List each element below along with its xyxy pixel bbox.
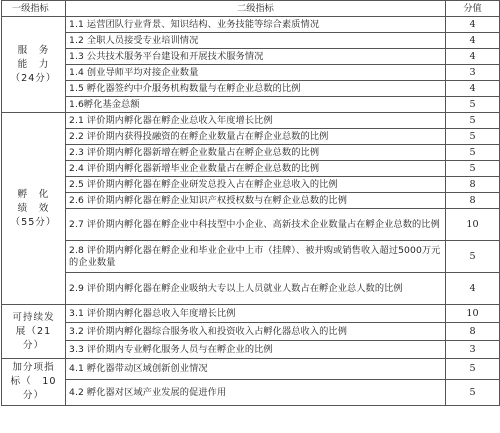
table-row [2, 177, 500, 193]
indicator-score: 4 [446, 49, 500, 65]
indicator-score: 4 [446, 81, 500, 97]
indicator-text: 1.5 孵化器签约中介服务机构数量与在孵企业总数的比例 [66, 81, 446, 97]
indicator-text: 3.1 评价期内孵化器总收入年度增长比例 [66, 305, 446, 323]
header-level1: 一级指标 [2, 1, 66, 17]
indicator-score: 4 [446, 273, 500, 305]
indicator-text: 2.3 评价期内孵化器新增在孵企业数量占在孵企业总数的比例 [66, 145, 446, 161]
table-row [2, 17, 500, 33]
header-row [2, 1, 500, 17]
indicator-text: 3.2 评价期内孵化器综合服务收入和投资收入占孵化器总收入的比例 [66, 323, 446, 341]
indicator-score: 5 [446, 129, 500, 145]
indicator-score: 5 [446, 241, 500, 273]
indicator-text: 2.7 评价期内孵化器在孵企业中科技型中小企业、高新技术企业数量占在孵企业总数的比例 [66, 209, 446, 241]
indicator-score: 5 [446, 113, 500, 129]
table-row [2, 81, 500, 97]
table-row [2, 273, 500, 305]
indicator-score: 8 [446, 323, 500, 341]
indicator-text: 3.3 评价期内专业孵化服务人员与在孵企业的比例 [66, 341, 446, 359]
indicator-score: 3 [446, 341, 500, 359]
indicator-score: 10 [446, 209, 500, 241]
category-cell-bonus: 加分项指 标（ 10 分） [2, 359, 66, 406]
table-row [2, 49, 500, 65]
indicator-text: 1.2 全职人员接受专业培训情况 [66, 33, 446, 49]
table-row [2, 305, 500, 323]
table-row [2, 113, 500, 129]
table-row [2, 145, 500, 161]
category-cell-service: 服 务 能 力 （24分） [2, 17, 66, 113]
table-row [2, 380, 500, 406]
indicator-text: 2.1 评价期内孵化器在孵企业总收入年度增长比例 [66, 113, 446, 129]
indicator-text: 2.9 评价期内孵化器在孵企业吸纳大专以上人员就业人数占在孵企业总人数的比例 [66, 273, 446, 305]
indicator-score: 5 [446, 97, 500, 113]
table-row [2, 33, 500, 49]
indicator-text: 2.8 评价期内孵化器在孵企业和毕业企业中上市（挂牌）、被并购或销售收入超过5000万元的企业数量 [66, 241, 446, 273]
indicator-text: 1.6孵化基金总额 [66, 97, 446, 113]
indicator-table [1, 0, 500, 406]
table-row [2, 323, 500, 341]
header-level2: 二级指标 [66, 1, 446, 17]
indicator-score: 5 [446, 380, 500, 406]
indicator-text: 1.4 创业导师平均对接企业数量 [66, 65, 446, 81]
indicator-score: 5 [446, 161, 500, 177]
indicator-text: 2.2 评价期内获得投融资的在孵企业数量占在孵企业总数的比例 [66, 129, 446, 145]
table-row [2, 161, 500, 177]
table-row [2, 241, 500, 273]
category-cell-incubation: 孵 化 绩 效 （55分） [2, 113, 66, 305]
indicator-text: 4.1 孵化器带动区域创新创业情况 [66, 359, 446, 380]
indicator-score: 8 [446, 193, 500, 209]
indicator-text: 2.4 评价期内孵化器新增毕业企业数量占在孵企业总数的比例 [66, 161, 446, 177]
indicator-score: 5 [446, 145, 500, 161]
table-row [2, 193, 500, 209]
indicator-text: 4.2 孵化器对区域产业发展的促进作用 [66, 380, 446, 406]
header-score: 分值 [446, 1, 500, 17]
table-row [2, 129, 500, 145]
indicator-score: 10 [446, 305, 500, 323]
indicator-score: 3 [446, 65, 500, 81]
indicator-text: 2.6 评价期内孵化器在孵企业知识产权授权数与在孵企业总数的比例 [66, 193, 446, 209]
indicator-score: 8 [446, 177, 500, 193]
table-row [2, 359, 500, 380]
category-cell-sustainability: 可持续发 展（21 分） [2, 305, 66, 359]
table-row [2, 209, 500, 241]
indicator-text: 1.1 运营团队行业背景、知识结构、业务技能等综合素质情况 [66, 17, 446, 33]
indicator-text: 1.3 公共技术服务平台建设和开展技术服务情况 [66, 49, 446, 65]
indicator-score: 4 [446, 17, 500, 33]
table-row [2, 341, 500, 359]
indicator-score: 5 [446, 359, 500, 380]
table-row [2, 97, 500, 113]
indicator-text: 2.5 评价期内孵化器在孵企业研发总投入占在孵企业总收入的比例 [66, 177, 446, 193]
table-row [2, 65, 500, 81]
indicator-score: 4 [446, 33, 500, 49]
